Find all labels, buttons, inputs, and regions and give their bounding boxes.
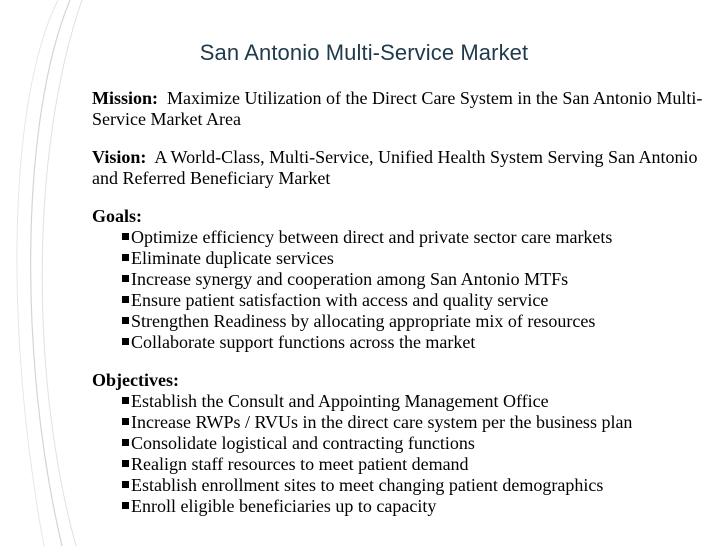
goal-item [122, 311, 722, 332]
objective-text: Establish the Consult and Appointing Management Office [131, 391, 549, 411]
vision-label: Vision: [92, 147, 147, 167]
square-bullet-icon [122, 317, 129, 324]
objective-item [122, 412, 722, 433]
mission-text: Maximize Utilization of the Direct Care System in the San Antonio Multi-Service Market Area [92, 88, 703, 129]
objective-item [122, 391, 722, 412]
goal-text: Eliminate duplicate services [131, 248, 334, 268]
objectives-heading: Objectives: [92, 370, 179, 390]
square-bullet-icon [122, 481, 129, 488]
square-bullet-icon [122, 418, 129, 425]
mission-paragraph [92, 88, 722, 130]
objective-item [122, 475, 722, 496]
slide-title: San Antonio Multi-Service Market [199, 40, 529, 65]
decorative-arc-lines [0, 0, 90, 546]
square-bullet-icon [122, 254, 129, 261]
vision-paragraph [92, 147, 722, 189]
goal-item [122, 290, 722, 311]
objective-text: Consolidate logistical and contracting functions [131, 433, 475, 453]
goal-text: Ensure patient satisfaction with access and quality service [131, 290, 549, 310]
square-bullet-icon [122, 296, 129, 303]
square-bullet-icon [122, 233, 129, 240]
square-bullet-icon [122, 502, 129, 509]
slide-body [92, 88, 722, 534]
goal-text: Optimize efficiency between direct and private sector care markets [131, 227, 613, 247]
goal-item [122, 332, 722, 353]
objectives-list [92, 391, 722, 517]
objective-item [122, 433, 722, 454]
square-bullet-icon [122, 460, 129, 467]
goal-item [122, 227, 722, 248]
objective-text: Increase RWPs / RVUs in the direct care system per the business plan [131, 412, 633, 432]
square-bullet-icon [122, 439, 129, 446]
goal-text: Increase synergy and cooperation among San Antonio MTFs [131, 269, 569, 289]
square-bullet-icon [122, 338, 129, 345]
mission-label: Mission: [92, 88, 159, 108]
goal-text: Strengthen Readiness by allocating appropriate mix of resources [131, 311, 596, 331]
square-bullet-icon [122, 275, 129, 282]
goals-heading: Goals: [92, 206, 143, 226]
objective-text: Establish enrollment sites to meet changing patient demographics [131, 475, 604, 495]
goal-text: Collaborate support functions across the market [131, 332, 476, 352]
objective-text: Enroll eligible beneficiaries up to capacity [131, 496, 437, 516]
objective-text: Realign staff resources to meet patient demand [131, 454, 469, 474]
goals-list [92, 227, 722, 353]
goal-item [122, 269, 722, 290]
square-bullet-icon [122, 397, 129, 404]
objective-item [122, 454, 722, 475]
vision-text: A World-Class, Multi-Service, Unified Health System Serving San Antonio and Referred Beneficiary Market [92, 147, 698, 188]
goal-item [122, 248, 722, 269]
objective-item [122, 496, 722, 517]
